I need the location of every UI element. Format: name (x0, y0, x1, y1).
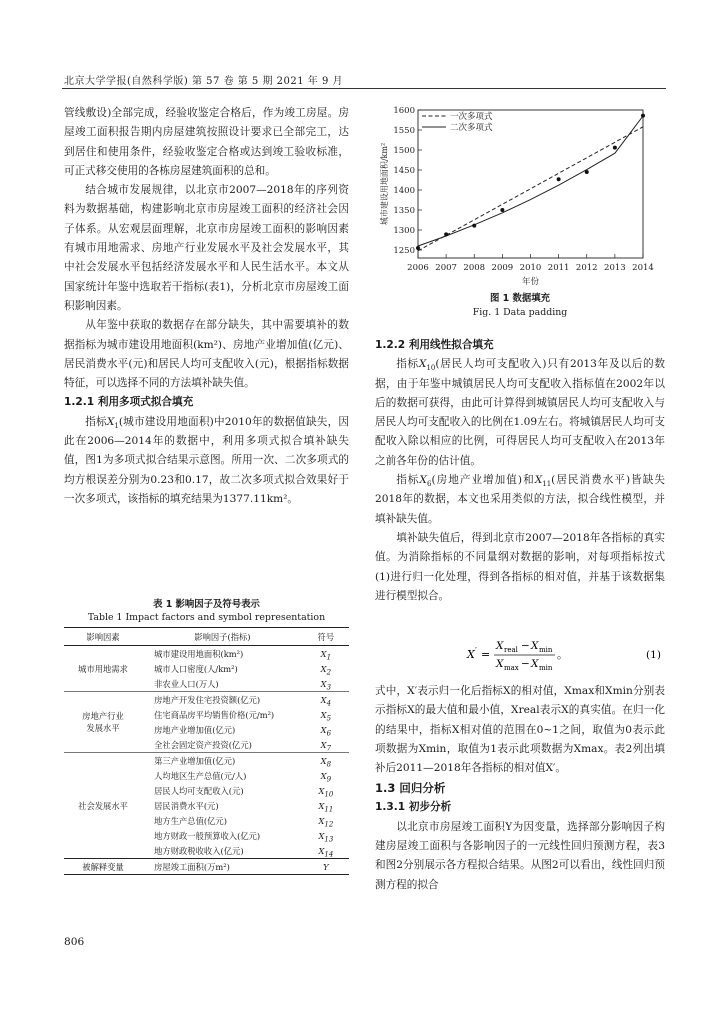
equation-1 (375, 634, 665, 674)
paragraph-3: 从年鉴中获取的数据存在部分缺失，其中需要填补的数据指标为城市建设用地面积(km²)、房地产业增加值(亿元)、居民消费水平(元)和居民人均可支配收入(元)，根据指标数据特征，可以选择不同的方法填补缺失值。 (64, 319, 349, 390)
left-column-text (64, 104, 349, 509)
equation-number: (1) (646, 649, 662, 661)
x-tick-label: 2010 (519, 263, 542, 273)
svg-text:X: X (496, 658, 504, 670)
dependent-factor-cell: 房屋竣工面积(万m²) (142, 859, 303, 875)
factor-cell: 非农业人口(万人) (154, 678, 219, 689)
symbol-cell: $X_3$ (320, 678, 332, 692)
table-row (64, 692, 349, 708)
dependent-symbol-cell: Y (303, 859, 349, 875)
paragraph-5: 指标$X_{10}$(居民人均可支配收入)只有2013年及以后的数据，由于年鉴中城镇居民人均可支配收入指标值在2002年以后的数据可获得，由此可计算得到城镇居民人均可支配收入与居民人均可支配收入的比例在1.09左右。将城镇居民人均可支配收入除以相应的比例，可得居民人均可支配收入在2013年之前各年份的估计值。 (375, 358, 665, 467)
table-header-row (64, 628, 349, 646)
data-point (557, 177, 561, 181)
svg-text:X: X (531, 658, 539, 670)
svg-text:X: X (496, 640, 504, 652)
factor-cell: 住宅商品房平均销售价格(元/m²) (154, 709, 275, 720)
svg-text:X: X (467, 648, 475, 661)
legend-label-linear: 一次多项式 (450, 112, 493, 122)
series-line-linear (418, 127, 643, 251)
data-point (613, 146, 617, 150)
y-tick-label: 1350 (393, 206, 415, 216)
y-tick-label: 1450 (393, 166, 415, 176)
table-caption (64, 598, 349, 624)
svg-text:−: − (521, 640, 530, 652)
factor-cell: 全社会固定资产投资(亿元) (154, 739, 252, 750)
data-point (444, 232, 448, 236)
header-rule (62, 88, 666, 89)
paragraph-7: 填补缺失值后，得到北京市2007—2018年各指标的真实值。为消除指标的不同量纲对数据的影响，对每项指标按式(1)进行归一化处理，得到各指标的相对值，并基于该数据集进行模型拟合。 (375, 531, 665, 602)
series-line-quadratic (418, 116, 643, 246)
section-1-3-1-heading: 1.3.1 初步分析 (375, 801, 452, 814)
figure-caption-en: Fig. 1 Data padding (472, 307, 568, 318)
paragraph-9: 以北京市房屋竣工面积Y为因变量，选择部分影响因子构建房屋竣工面积与各影响因子的一元线性回归预测方程，表3和图2分别展示各方程拟合结果。从图2可以看出，线性回归预测方程的拟合 (375, 820, 665, 891)
section-1-2-1-heading: 1.2.1 利用多项式拟合填充 (64, 396, 194, 409)
col-header-symbol: 符号 (303, 628, 349, 646)
svg-text:−: − (521, 658, 530, 670)
table-body (64, 646, 349, 875)
factor-group-cell: 社会发展水平 (64, 753, 142, 859)
symbol-cell: $X_7$ (320, 739, 332, 753)
y-tick-label: 1600 (393, 106, 415, 116)
factor-cell: 人均地区生产总值(元/人) (154, 770, 247, 781)
data-point (585, 170, 589, 174)
figure-caption (375, 292, 665, 320)
symbol-cell: $X_6$ (320, 724, 332, 738)
y-tick-label: 1400 (393, 186, 415, 196)
factor-group-cell: 城市用地需求 (78, 663, 128, 674)
x-tick-label: 2006 (407, 263, 429, 273)
y-tick-label: 1550 (393, 126, 415, 136)
svg-text:min: min (539, 664, 553, 672)
factor-cell: 地方财政一般预算收入(亿元) (154, 830, 261, 841)
dependent-group-cell: 被解释变量 (64, 859, 142, 875)
svg-text:=: = (481, 648, 491, 661)
table-title-cn: 表 1 影响因子及符号表示 (153, 599, 260, 610)
svg-text:max: max (504, 664, 519, 672)
running-header: 北京大学学报(自然科学版) 第 57 卷 第 5 期 2021 年 9 月 (64, 76, 343, 87)
svg-text:min: min (539, 646, 553, 654)
factor-cell: 第三产业增加值(亿元) (142, 753, 303, 769)
table-row (64, 646, 349, 662)
factor-cell: 地方财政税收收入(亿元) (154, 845, 244, 856)
figure-1-chart (375, 104, 665, 292)
data-point (641, 114, 645, 118)
factor-cell: 居民人均可支配收入(元) (154, 785, 244, 796)
symbol-cell: $X_{11}$ (318, 800, 334, 814)
symbol-cell: $X_8$ (303, 753, 349, 769)
y-tick-label: 1300 (393, 226, 415, 236)
factor-cell: 房地产开发住宅投资额(亿元) (142, 692, 303, 708)
paragraph-8: 式中，X′表示归一化后指标X的相对值，Xmax和Xmin分别表示指标X的最大值和最小值，Xreal表示X的真实值。在归一化的结果中，指标X相对值的范围在0~1之间，取值为0表示此项数据为Xmin，取值为1表示此项数据为Xmax。表2列出填补后2011—2018年各指标的相对值X′。 (375, 685, 665, 775)
right-column-text-upper (375, 336, 665, 606)
paragraph-6: 指标$X_6$(房地产业增加值)和$X_{11}$(居民消费水平)皆缺失2018年的数据，本文也采用类似的方法，拟合线性模型，并填补缺失值。 (375, 474, 665, 525)
paragraph-2: 结合城市发展规律，以北京市2007—2018年的序列资料为数据基础，构建影响北京市房屋竣工面积的经济社会因子体系。从宏观层面理解，北京市房屋竣工面积的影响因素有城市用地需求、房地产行业发展水平及社会发展水平，其中社会发展水平包括经济发展水平和人民生活水平。本文从国家统计年鉴中选取若干指标(表1)，分析北京市房屋竣工面积影响因素。 (64, 184, 349, 312)
symbol-cell: $X_{10}$ (318, 785, 334, 799)
y-axis-label: 城市建设用地面积/km² (380, 142, 389, 226)
x-axis-label: 年份 (521, 277, 540, 287)
symbol-cell: $X_{12}$ (318, 815, 334, 829)
x-tick-label: 2007 (435, 263, 457, 273)
equation-1-svg (375, 634, 665, 674)
figure-caption-cn: 图 1 数据填充 (490, 293, 550, 304)
symbol-cell: $X_2$ (320, 663, 332, 677)
x-tick-label: 2014 (632, 263, 654, 273)
right-column-text-lower (375, 682, 665, 895)
svg-text:。: 。 (557, 648, 568, 661)
paragraph-4: 指标$X_1$(城市建设用地面积)中2010年的数据值缺失，因此在2006—2014年的数据中，利用多项式拟合填补缺失值，图1为多项式拟合结果示意图。所用一次、二次多项式的均方根误差分别为0.23和0.17，故二次多项式拟合效果好于一次多项式，该指标的填充结果为1377.11km²。 (64, 415, 350, 505)
section-1-2-2-heading: 1.2.2 利用线性拟合填充 (375, 339, 494, 351)
factor-cell: 城市建设用地面积(km²) (154, 648, 244, 659)
y-tick-label: 1500 (393, 146, 415, 156)
paragraph-1: 管线敷设)全部完成，经验收鉴定合格后，作为竣工房屋。房屋竣工面积报告期内房屋建筑按照设计要求已全部完工，达到居住和使用条件，经验收鉴定合格或达到竣工验收标准，可正式移交使用的各栋房屋建筑面积的总和。 (64, 107, 349, 177)
factor-group-cell: 房地产行业 发展水平 (64, 692, 142, 753)
x-tick-label: 2009 (491, 263, 514, 273)
symbol-cell: $X_{13}$ (318, 830, 334, 844)
data-point (416, 246, 420, 250)
x-tick-label: 2012 (575, 263, 598, 273)
symbol-cell: $X_4$ (303, 692, 349, 708)
data-point (500, 208, 504, 212)
symbol-cell: $X_9$ (320, 770, 332, 784)
y-tick-label: 1250 (393, 246, 415, 256)
factor-cell: 地方生产总值(亿元) (154, 815, 227, 826)
svg-text:real: real (504, 646, 518, 654)
table-row-dependent (64, 859, 349, 875)
x-tick-label: 2013 (604, 263, 626, 273)
factor-cell: 居民消费水平(元) (154, 800, 219, 811)
factor-cell: 城市人口密度(人/km²) (154, 663, 238, 674)
table-title-en: Table 1 Impact factors and symbol representation (87, 612, 326, 623)
svg-text:′: ′ (475, 646, 477, 655)
col-header-factor: 影响因子(指标) (142, 628, 303, 646)
table-row (64, 753, 349, 769)
symbol-cell: $X_{14}$ (318, 845, 334, 859)
symbol-cell: $X_1$ (320, 648, 332, 662)
col-header-factor-group: 影响因素 (64, 628, 142, 646)
x-tick-label: 2011 (547, 263, 570, 273)
x-tick-label: 2008 (463, 263, 486, 273)
symbol-cell: $X_5$ (320, 709, 332, 723)
section-1-3-heading: 1.3 回归分析 (375, 781, 446, 796)
data-point (472, 224, 476, 228)
svg-text:X: X (531, 640, 539, 652)
factor-table (64, 627, 349, 875)
legend-label-quadratic: 二次多项式 (450, 123, 493, 133)
factor-cell: 房地产业增加值(亿元) (154, 724, 236, 735)
page-number: 806 (64, 936, 85, 948)
